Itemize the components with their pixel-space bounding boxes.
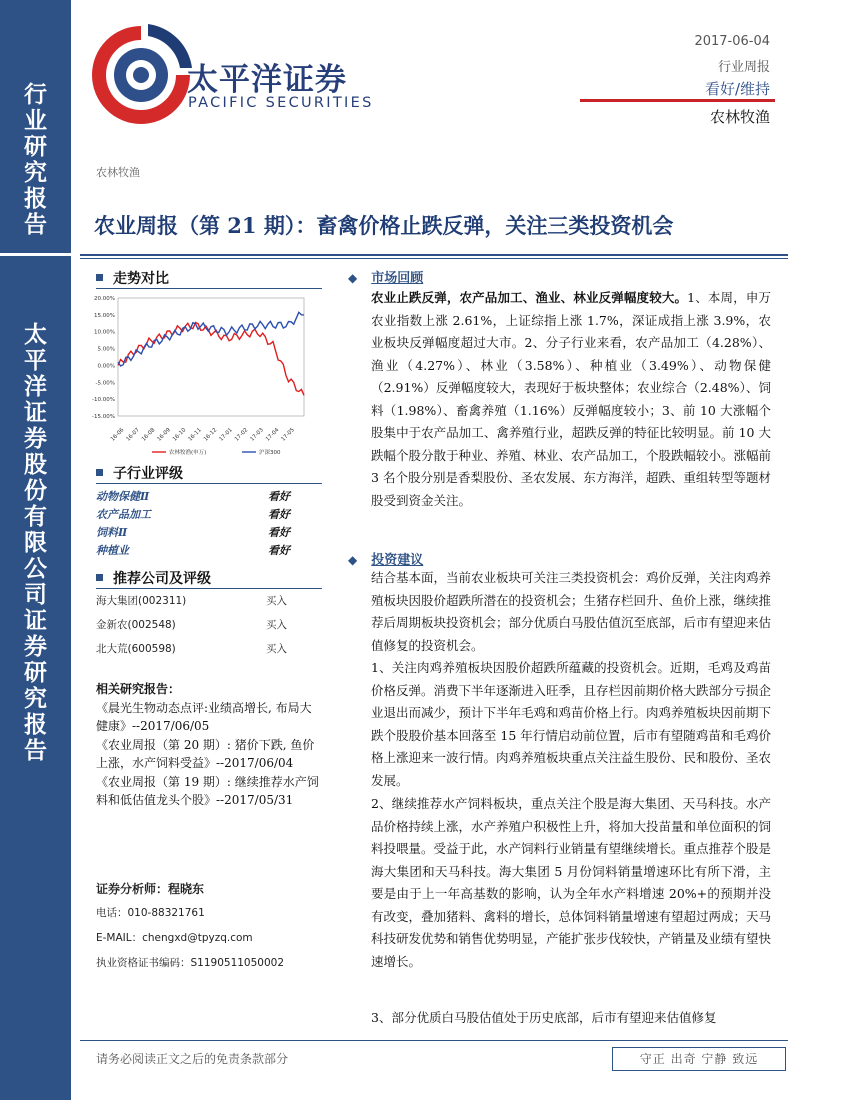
chart-x-tick-label: 16-09	[156, 427, 172, 443]
sub-industry-name: 种植业	[96, 544, 129, 557]
title-rule-thin	[80, 258, 788, 259]
sidebar-char: 公	[24, 556, 47, 582]
invest-paragraph-4: 3、部分优质白马股估值处于历史底部，后市有望迎来估值修复	[371, 1010, 717, 1025]
brand-name-cn: 太平洋证券	[187, 62, 347, 98]
industry-tag: 农林牧渔	[96, 166, 140, 179]
industry-name: 农林牧渔	[709, 108, 770, 126]
invest-advice-heading: ◆ 投资建议	[348, 553, 424, 568]
recommend-rule	[96, 588, 322, 589]
sub-industry-heading: 子行业评级	[96, 463, 183, 483]
sidebar-char: 洋	[24, 374, 47, 400]
chart-series-line	[118, 312, 304, 366]
sub-industry-rating: 看好	[268, 490, 290, 503]
trend-heading-rule	[96, 288, 322, 289]
sub-industry-name: 农产品加工	[96, 508, 151, 521]
chart-y-tick-label: 10.00%	[94, 329, 115, 336]
company-rating: 买入	[266, 595, 287, 607]
chart-y-tick-label: 20.00%	[94, 296, 115, 302]
recommended-company-row	[96, 593, 316, 608]
sub-industry-rating: 看好	[268, 526, 290, 539]
sub-industry-name: 饲料Ⅱ	[96, 526, 128, 539]
company-logo-icon	[88, 22, 194, 128]
sidebar-company-text	[0, 322, 71, 764]
sub-industry-rating: 看好	[268, 508, 290, 521]
chart-x-tick-label: 17-05	[280, 427, 296, 443]
market-review-paragraph: 农业止跌反弹，农产品加工、渔业、林业反弹幅度较大。1、本周，申万农业指数上涨 2.61%，上证综指上涨 1.7%，深证成指上涨 3.9%，农业板块反弹幅度超过大市。2、分子行业来看，农产品加工（4.28%）、渔业（4.27%）、林业（3.58%）、种植业（3.49%）、动物保健（2.91%）反弹幅度较大，表现好于板块整体；农业综合（2.48%）、饲料（1.98%）、畜禽养殖（1.16%）反弹幅度较小；3、前 10 大涨幅个股集中于农产品加工、禽养殖行业，超跌反弹的特征比较明显。前 10 大跌幅个股分散于种业、养殖、林业、农产品加工，个股跌幅较小。涨幅前 3 名个股分别是香梨股份、圣农发展、东方海洋，超跌、重组转型等题材股受到资金关注。	[371, 290, 772, 508]
analyst-name: 证券分析师：程晓东	[96, 882, 205, 896]
company-name: 金新农(002548)	[96, 619, 176, 631]
sidebar-char: 报	[24, 712, 47, 738]
invest-paragraph-2: 1、关注肉鸡养殖板块因股价超跌所蕴藏的投资机会。近期，毛鸡及鸡苗价格反弹。消费下半年逐渐进入旺季，且存栏因前期价格大跌部分亏损企业退出而减少，预计下半年毛鸡和鸡苗价格上行。肉鸡养殖板块因前期下跌个股股价基本回落至 15 年行情启动前位置，后市有望随鸡苗和毛鸡价格上涨迎来一波行情。肉鸡养殖板块重点关注益生股份、民和股份、圣农发展。	[371, 660, 772, 788]
brand-name-en: PACIFIC SECURITIES	[188, 95, 374, 111]
sidebar-char: 报	[24, 186, 47, 212]
related-report-item[interactable]: 《农业周报（第 20 期）: 猪价下跌, 鱼价上涨，水产饲料受益》--2017/06/04	[96, 737, 315, 770]
chart-x-tick-label: 17-01	[218, 427, 234, 443]
sidebar-char: 究	[24, 160, 47, 186]
chart-y-tick-label: 0.00%	[97, 363, 115, 370]
invest-paragraph-3: 2、继续推荐水产饲料板块，重点关注个股是海大集团、天马科技。水产品价格持续上涨，水产养殖户积极性上升，将加大投苗量和单位面积的饲料投喂量。受益于此，水产饲料行业销量有望继续增长。重点推荐个股是海大集团和天马科技。海大集团 5 月份饲料销量增速环比有所下滑，主要是由于上一年高基数的影响，认为全年水产料增速 20%+的预期并没有改变，叠加猪料、禽料的增长，总体饲料销量增速有望超过两成；天马科技研发优势和销售优势明显，产能扩张步伐较快，产销量及业绩有望快速增长。	[371, 796, 772, 969]
sidebar-char: 股	[24, 452, 47, 478]
sub-industry-name: 动物保健Ⅱ	[96, 490, 150, 503]
trend-chart	[90, 292, 310, 462]
industry-rating: 看好/维持	[704, 80, 770, 98]
sidebar-char: 份	[24, 478, 47, 504]
chart-x-tick-label: 17-02	[233, 427, 250, 443]
sidebar-char: 司	[24, 582, 47, 608]
company-name: 海大集团(002311)	[96, 595, 187, 607]
company-rating: 买入	[266, 643, 287, 655]
sidebar-char: 告	[24, 212, 47, 238]
sidebar-char: 有	[24, 504, 47, 530]
diamond-icon: ◆	[348, 271, 358, 285]
chart-x-tick-label: 17-04	[264, 427, 281, 443]
recommended-company-row	[96, 641, 316, 656]
sidebar-report-type-text	[0, 82, 71, 238]
chart-y-tick-label: -10.00%	[92, 397, 115, 404]
chart-y-tick-label: -5.00%	[95, 380, 115, 387]
chart-x-tick-label: 16-06	[109, 427, 126, 443]
company-name: 北大荒(600598)	[96, 643, 176, 655]
analyst-info	[96, 880, 326, 970]
market-review-heading: ◆ 市场回顾	[348, 271, 424, 286]
diamond-icon: ◆	[348, 553, 358, 567]
related-report-item[interactable]: 《农业周报（第 19 期）: 继续推荐水产饲料和低估值龙头个股》--2017/05/31	[96, 774, 319, 807]
chart-y-tick-label: 15.00%	[94, 312, 115, 319]
chart-y-tick-label: 5.00%	[97, 346, 115, 353]
related-report-item[interactable]: 《晨光生物动态点评:业绩高增长, 布局大健康》--2017/06/05	[96, 700, 312, 733]
recommended-company-row	[96, 617, 316, 632]
analyst-email[interactable]: E-MAIL：chengxd@tpyzq.com	[96, 932, 253, 944]
sidebar-char: 券	[24, 634, 47, 660]
chart-series-line	[118, 323, 304, 396]
footer-motto: 守正 出奇 宁静 致远	[612, 1047, 786, 1071]
recommend-heading: 推荐公司及评级	[96, 568, 211, 588]
sidebar-char: 太	[24, 322, 47, 348]
header-red-rule	[580, 99, 775, 102]
chart-x-tick-label: 16-07	[125, 427, 141, 443]
sidebar-char: 研	[24, 134, 47, 160]
related-reports-heading: 相关研究报告：	[96, 682, 181, 696]
trend-heading: 走势对比	[96, 268, 169, 288]
chart-x-tick-label: 17-03	[249, 427, 265, 443]
report-date: 2017-06-04	[694, 34, 770, 49]
chart-legend-label: 沪深300	[259, 450, 281, 456]
sidebar-char: 业	[24, 108, 47, 134]
chart-x-tick-label: 16-12	[202, 427, 219, 443]
left-sidebar	[0, 0, 71, 1100]
sidebar-char: 究	[24, 686, 47, 712]
report-title: 农业周报（第 21 期）：畜禽价格止跌反弹，关注三类投资机会	[94, 213, 674, 238]
sub-industry-rating: 看好	[268, 544, 290, 557]
chart-plot-frame	[118, 298, 304, 416]
sidebar-char: 限	[24, 530, 47, 556]
sidebar-char: 证	[24, 400, 47, 426]
sidebar-char: 研	[24, 660, 47, 686]
analyst-cert: 执业资格证书编码：S1190511050002	[96, 957, 285, 969]
sidebar-char: 证	[24, 608, 47, 634]
sidebar-char: 行	[24, 82, 47, 108]
invest-paragraph-1: 结合基本面，当前农业板块可关注三类投资机会：鸡价反弹，关注肉鸡养殖板块因股价超跌所潜在的投资机会；生猪存栏回升、鱼价上涨，继续推荐后周期板块投资机会；部分优质白马股估值沉至底部，后市有望迎来估值修复的投资机会。	[371, 570, 772, 653]
footer-disclaimer: 请务必阅读正文之后的免责条款部分	[96, 1052, 289, 1066]
footer-rule	[80, 1040, 788, 1041]
sub-industry-rule	[96, 483, 322, 484]
chart-x-tick-label: 16-08	[140, 427, 157, 443]
chart-x-tick-label: 16-11	[187, 427, 203, 443]
sidebar-char: 平	[24, 348, 47, 374]
sidebar-char: 告	[24, 738, 47, 764]
company-rating: 买入	[266, 619, 287, 631]
analyst-phone: 电话：010-88321761	[96, 907, 205, 919]
chart-legend-label: 农林牧渔(申万)	[169, 450, 207, 456]
report-type: 行业周报	[717, 60, 770, 75]
related-reports	[96, 680, 320, 810]
sidebar-char: 券	[24, 426, 47, 452]
sidebar-divider	[0, 253, 71, 256]
chart-y-tick-label: -15.00%	[92, 414, 115, 420]
chart-x-tick-label: 16-10	[171, 427, 188, 443]
title-rule	[80, 254, 788, 256]
